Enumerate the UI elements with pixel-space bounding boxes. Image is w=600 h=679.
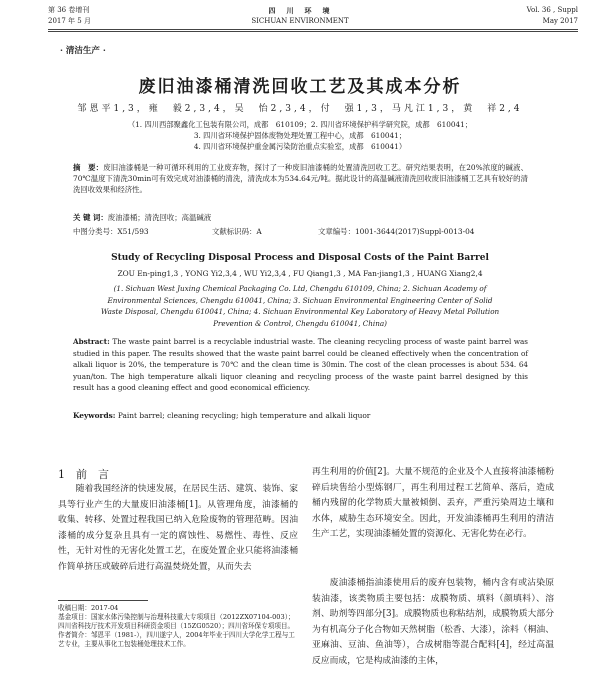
section-label: · 清洁生产 · (60, 46, 106, 56)
abstract-en (73, 336, 528, 394)
abstract-cn-text: 废旧油漆桶是一种可循环利用的工业废弃物，探讨了一种废旧油漆桶的处置清洗回收工艺。研究结果表明，在20%浓度的碱液、70℃温度下清洗30min可有效完成对油漆桶的清洗，清洗成本为534.64元/吨。据此设计的高温碱液清洗回收废旧油漆桶工艺具有较好的清洗回收效果和经济性。 (73, 163, 528, 194)
footnote (58, 604, 298, 649)
header-journal-cn: 四 川 环 境 (268, 6, 332, 15)
abstract-cn (73, 162, 528, 195)
authors-en: ZOU En-ping1,3 , YONG Yi2,3,4 , WU Yi2,3,4 , FU Qiang1,3 , MA Fan-jiang1,3 , HUANG Xiang2,4 (117, 269, 483, 278)
body-left-paragraph: 随着我国经济的快速发展，在居民生活、建筑、装饰、家具等行业产生的大量废旧油漆桶[1]。从管理角度，油漆桶的收集、转移、处置过程我国已纳入危险废物的管理范畴。因油漆桶的成分复杂且具有一定的腐蚀性、易燃性、毒性、反应性，无针对性的无害化处置工艺，在废处置企业只能将油漆桶作简单挤压或破碎后进行高温焚烧处置，从而失去 (58, 484, 298, 572)
abstract-en-text: The waste paint barrel is a recyclable industrial waste. The cleaning recycling process of waste paint barrel was studied in this paper. The results showed that the waste paint barrel could be cleaned effectively when the concentration of alkali liquor is 20%, the temperature is 70℃ and the clean time is 30min. The cost of the clean processes is about 534. 64 yuan/ton. The high temperature alkali liquor cleaning and recycling process of the waste paint barrel designed by this result has a good cleaning effect and good economical efficiency. (73, 337, 528, 392)
header-rule (48, 29, 578, 30)
document-code: 文献标识码：A (212, 227, 262, 236)
affiliation-cn-line: 3. 四川省环境保护固体废物处理处置工程中心，成都 610041； (193, 131, 407, 140)
header-rule-2 (48, 31, 578, 32)
affiliations-en: (1. Sichuan West Juxing Chemical Packaging Co. Ltd, Chengdu 610109, China; 2. Sichuan Academy of Environmental Sciences, Chengdu 610041, China; 3. Sichuan Environmental Engineering Center of Solid Waste Disposal, Chengdu 610041, China; 4. Sichuan Environmental Key Laboratory of Heavy Metal Pollution Prevention & Control, Chengdu 610041, China) (100, 284, 500, 328)
abstract-en-label: Abstract: (73, 337, 110, 346)
header-volume-en: Vol. 36 , Suppl (526, 6, 578, 14)
header-date-cn: 2017 年 5 月 (48, 17, 91, 25)
affiliations-cn (40, 119, 560, 152)
body-right-paragraph-1: 再生利用的价值[2]。大量不规范的企业及个人直接将油漆桶粉碎后块售给小型炼钢厂，再生利用过程工艺简单、落后，造成桶内残留的化学物质大量被倾倒、丢弃，严重污染周边土壤和水体，威胁生态环境安全。因此，开发油漆桶再生利用的清洁生产工艺，实现油漆桶处置的资源化、无害化势在必行。 (312, 467, 554, 540)
clc-number: 中图分类号：X51/593 (73, 227, 149, 236)
affiliation-cn-line: 4. 四川省环境保护重金属污染防治重点实验室，成都 610041） (193, 142, 407, 151)
authors-cn: 邹恩平1,3，雍 毅2,3,4，吴 怡2,3,4，付 强1,3，马凡江1,3，黄 祥2,4 (77, 104, 523, 114)
section-heading: 1 前 言 (58, 468, 109, 481)
header-volume-cn: 第 36 卷增刊 (48, 6, 90, 14)
article-number: 文章编号：1001-3644(2017)Suppl-0013-04 (318, 227, 475, 236)
keywords-en (73, 411, 370, 420)
abstract-cn-label: 摘 要： (73, 163, 104, 172)
paper-title-cn: 废旧油漆桶清洗回收工艺及其成本分析 (138, 77, 462, 97)
header-journal-en: SICHUAN ENVIRONMENT (251, 17, 349, 25)
footnote-fund: 基金项目：国家水体污染控制与治理科技重大专项项目（2012ZX07104-003）；四川省科技厅技术开发项目科研资金项目（15ZG0520）；四川省环保专项项目。 (58, 613, 295, 630)
paper-title-en: Study of Recycling Disposal Process and Disposal Costs of the Paint Barrel (111, 253, 489, 263)
body-right-paragraph-2: 废油漆桶指油漆使用后的废弃包装物，桶内含有或沾染原装油漆，该类物质主要包括：成膜物质、填料（颜填料）、溶剂、助剂等四部分[3]。成膜物质也称粘结剂，成膜物质大部分为有机高分子化合物如天然树脂（松香、大漆），涂料（桐油、亚麻油、豆油、鱼油等），合成树脂等混合配料[4]，经过高温反应而成，它是构成油漆的主体， (312, 578, 554, 666)
keywords-en-text: Paint barrel; cleaning recycling; high temperature and alkali liquor (117, 411, 371, 420)
header-date-en: May 2017 (542, 17, 578, 25)
keywords-cn (73, 212, 211, 223)
affiliation-cn-line: （1. 四川西部聚鑫化工包装有限公司，成都 610109；2. 四川省环境保护科学研究院，成都 610041； (127, 120, 473, 129)
keywords-en-label: Keywords: (73, 411, 116, 420)
footnote-received: 收稿日期：2017-04 (58, 604, 119, 612)
keywords-cn-text: 废油漆桶；清洗回收；高温碱液 (107, 213, 212, 222)
keywords-cn-label: 关 键 词： (73, 213, 108, 222)
footnote-rule (58, 600, 148, 601)
footnote-author: 作者简介：邹恩平（1981-），四川遂宁人，2004年毕业于四川大学化学工程与工艺专业，主要从事化工包装桶处理技术工作。 (58, 631, 295, 648)
